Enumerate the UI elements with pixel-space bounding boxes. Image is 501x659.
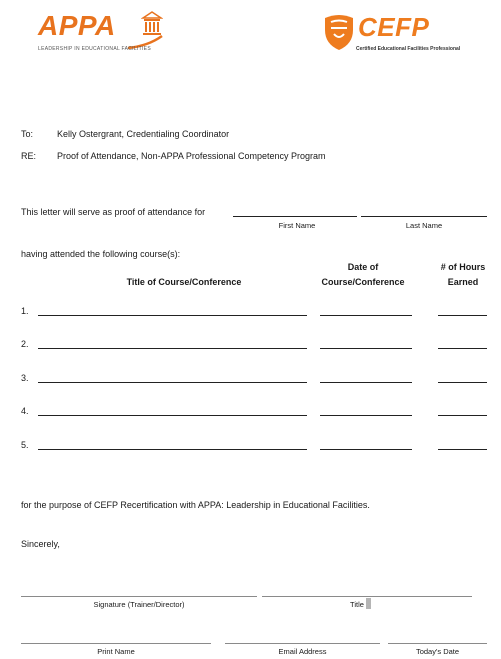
col-title-header: Title of Course/Conference: [126, 277, 242, 287]
course-date-field[interactable]: [320, 348, 412, 349]
col-date-header-line1: Date of: [347, 262, 379, 272]
to-value: Kelly Ostergrant, Credentialing Coordinator: [57, 129, 230, 139]
course-date-field[interactable]: [320, 415, 412, 416]
email-caption: Email Address: [278, 647, 327, 656]
cefp-logo-text: CEFP: [358, 12, 430, 42]
course-row-number: 1.: [21, 306, 29, 316]
course-row-number: 5.: [21, 440, 29, 450]
purpose-text: for the purpose of CEFP Recertification with APPA: Leadership in Educational Facilities.: [21, 500, 370, 510]
course-date-field[interactable]: [320, 382, 412, 383]
course-title-field[interactable]: [38, 315, 307, 316]
to-label: To:: [21, 129, 34, 139]
email-field[interactable]: [225, 643, 380, 644]
appa-tagline: LEADERSHIP IN EDUCATIONAL FACILITIES: [38, 46, 151, 52]
re-label: RE:: [21, 151, 37, 161]
course-hours-field[interactable]: [438, 348, 487, 349]
col-date-header-line2: Course/Conference: [321, 277, 405, 287]
date-field[interactable]: [388, 643, 487, 644]
course-hours-field[interactable]: [438, 415, 487, 416]
course-row-number: 3.: [21, 373, 29, 383]
cefp-shield-icon: [322, 10, 356, 52]
last-name-caption: Last Name: [405, 221, 443, 230]
course-row-number: 2.: [21, 339, 29, 349]
course-title-field[interactable]: [38, 415, 307, 416]
course-hours-field[interactable]: [438, 315, 487, 316]
appa-logo: [38, 8, 168, 56]
appa-logo-text: APPA: [38, 10, 116, 41]
course-title-field[interactable]: [38, 382, 307, 383]
course-title-field[interactable]: [38, 449, 307, 450]
courses-lead-text: having attended the following course(s):: [21, 249, 181, 259]
signature-field[interactable]: [21, 596, 257, 597]
first-name-caption: First Name: [278, 221, 316, 230]
signature-caption: Signature (Trainer/Director): [93, 600, 185, 609]
appa-building-icon: [141, 10, 163, 36]
last-name-field[interactable]: [361, 216, 487, 217]
print-name-field[interactable]: [21, 643, 211, 644]
cefp-tagline: Certified Educational Facilities Professional: [356, 46, 461, 52]
re-value: Proof of Attendance, Non-APPA Professional Competency Program: [57, 151, 326, 161]
col-hours-header-line2: Earned: [447, 277, 479, 287]
closing-text: Sincerely,: [21, 539, 60, 549]
course-date-field[interactable]: [320, 315, 412, 316]
title-caption: Title: [350, 600, 364, 609]
course-hours-field[interactable]: [438, 449, 487, 450]
course-row-number: 4.: [21, 406, 29, 416]
course-hours-field[interactable]: [438, 382, 487, 383]
col-hours-header-line1: # of Hours: [440, 262, 486, 272]
cursor-marker: [366, 598, 371, 609]
intro-text: This letter will serve as proof of attendance for: [21, 207, 206, 217]
cefp-logo: [322, 6, 462, 56]
print-name-caption: Print Name: [97, 647, 135, 656]
title-field[interactable]: [262, 596, 472, 597]
course-date-field[interactable]: [320, 449, 412, 450]
date-caption: Today's Date: [415, 647, 460, 656]
first-name-field[interactable]: [233, 216, 357, 217]
course-title-field[interactable]: [38, 348, 307, 349]
